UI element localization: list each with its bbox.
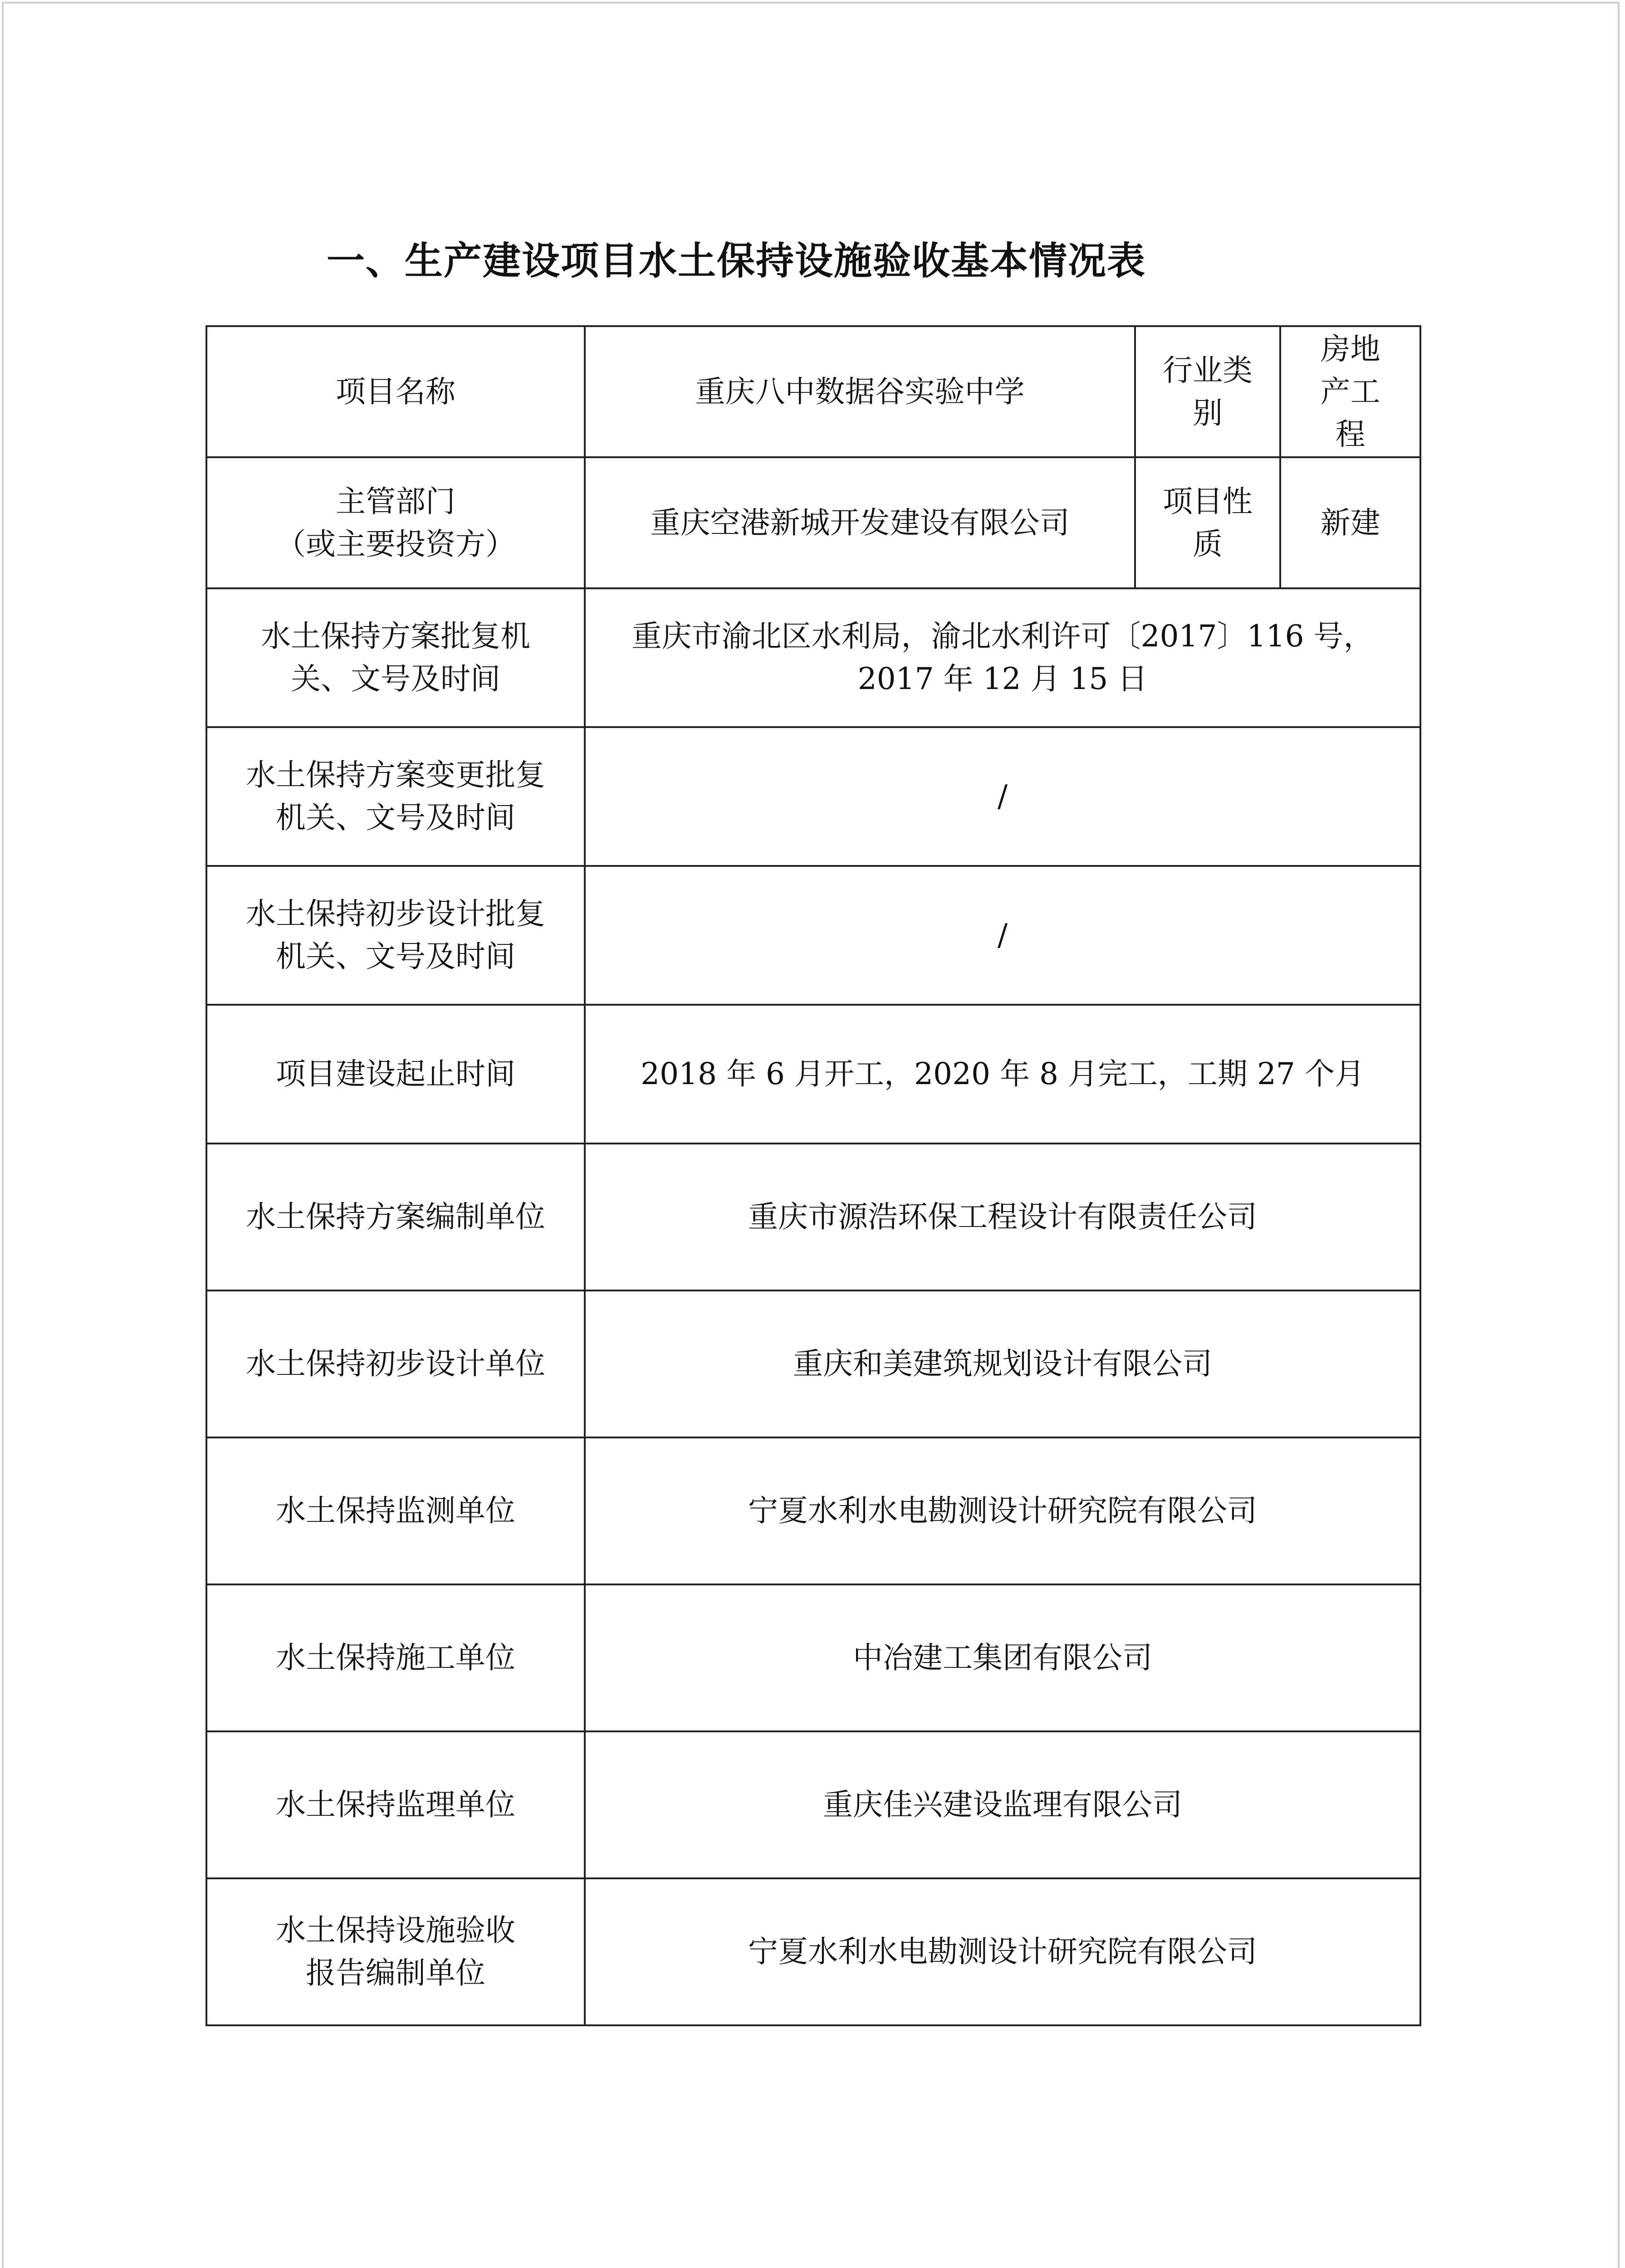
value-project-nature: 新建 xyxy=(1280,457,1420,588)
label-construction-unit: 水土保持施工单位 xyxy=(206,1584,585,1731)
document-title: 一、生产建设项目水土保持设施验收基本情况表 xyxy=(327,239,1146,283)
value-preliminary-design-approval: / xyxy=(585,866,1420,1005)
label-supervision-unit: 水土保持监理单位 xyxy=(206,1731,585,1878)
table-row xyxy=(206,1290,1420,1437)
table-row xyxy=(206,1878,1420,2025)
table-row xyxy=(206,588,1420,727)
value-monitoring-unit: 宁夏水利水电勘测设计研究院有限公司 xyxy=(585,1437,1420,1584)
value-acceptance-report-compiler: 宁夏水利水电勘测设计研究院有限公司 xyxy=(585,1878,1420,2025)
label-monitoring-unit: 水土保持监测单位 xyxy=(206,1437,585,1584)
acceptance-info-table xyxy=(206,325,1421,2026)
value-competent-department: 重庆空港新城开发建设有限公司 xyxy=(585,457,1135,588)
table-row xyxy=(206,457,1420,588)
value-construction-period: 2018 年 6 月开工，2020 年 8 月完工，工期 27 个月 xyxy=(585,1005,1420,1144)
table-row xyxy=(206,1731,1420,1878)
value-preliminary-design-unit: 重庆和美建筑规划设计有限公司 xyxy=(585,1290,1420,1437)
value-plan-approval: 重庆市渝北区水利局，渝北水利许可〔2017〕116 号， 2017 年 12 月 15 日 xyxy=(585,588,1420,727)
label-competent-department: 主管部门 （或主要投资方） xyxy=(206,457,585,588)
table-row xyxy=(206,1584,1420,1731)
value-plan-compiler: 重庆市源浩环保工程设计有限责任公司 xyxy=(585,1144,1420,1290)
label-plan-compiler: 水土保持方案编制单位 xyxy=(206,1144,585,1290)
label-acceptance-report-compiler: 水土保持设施验收 报告编制单位 xyxy=(206,1878,585,2025)
value-supervision-unit: 重庆佳兴建设监理有限公司 xyxy=(585,1731,1420,1878)
table-row xyxy=(206,1144,1420,1290)
table-row xyxy=(206,1437,1420,1584)
table-row xyxy=(206,326,1420,457)
label-project-name: 项目名称 xyxy=(206,326,585,457)
value-project-name: 重庆八中数据谷实验中学 xyxy=(585,326,1135,457)
label-preliminary-design-approval: 水土保持初步设计批复 机关、文号及时间 xyxy=(206,866,585,1005)
label-construction-period: 项目建设起止时间 xyxy=(206,1005,585,1144)
value-plan-change-approval: / xyxy=(585,727,1420,866)
label-preliminary-design-unit: 水土保持初步设计单位 xyxy=(206,1290,585,1437)
value-industry-category: 房地 产工 程 xyxy=(1280,326,1420,457)
table-row xyxy=(206,866,1420,1005)
label-plan-approval: 水土保持方案批复机 关、文号及时间 xyxy=(206,588,585,727)
label-project-nature: 项目性 质 xyxy=(1135,457,1280,588)
table-row xyxy=(206,727,1420,866)
table-row xyxy=(206,1005,1420,1144)
value-construction-unit: 中冶建工集团有限公司 xyxy=(585,1584,1420,1731)
label-industry-category: 行业类 别 xyxy=(1135,326,1280,457)
label-plan-change-approval: 水土保持方案变更批复 机关、文号及时间 xyxy=(206,727,585,866)
